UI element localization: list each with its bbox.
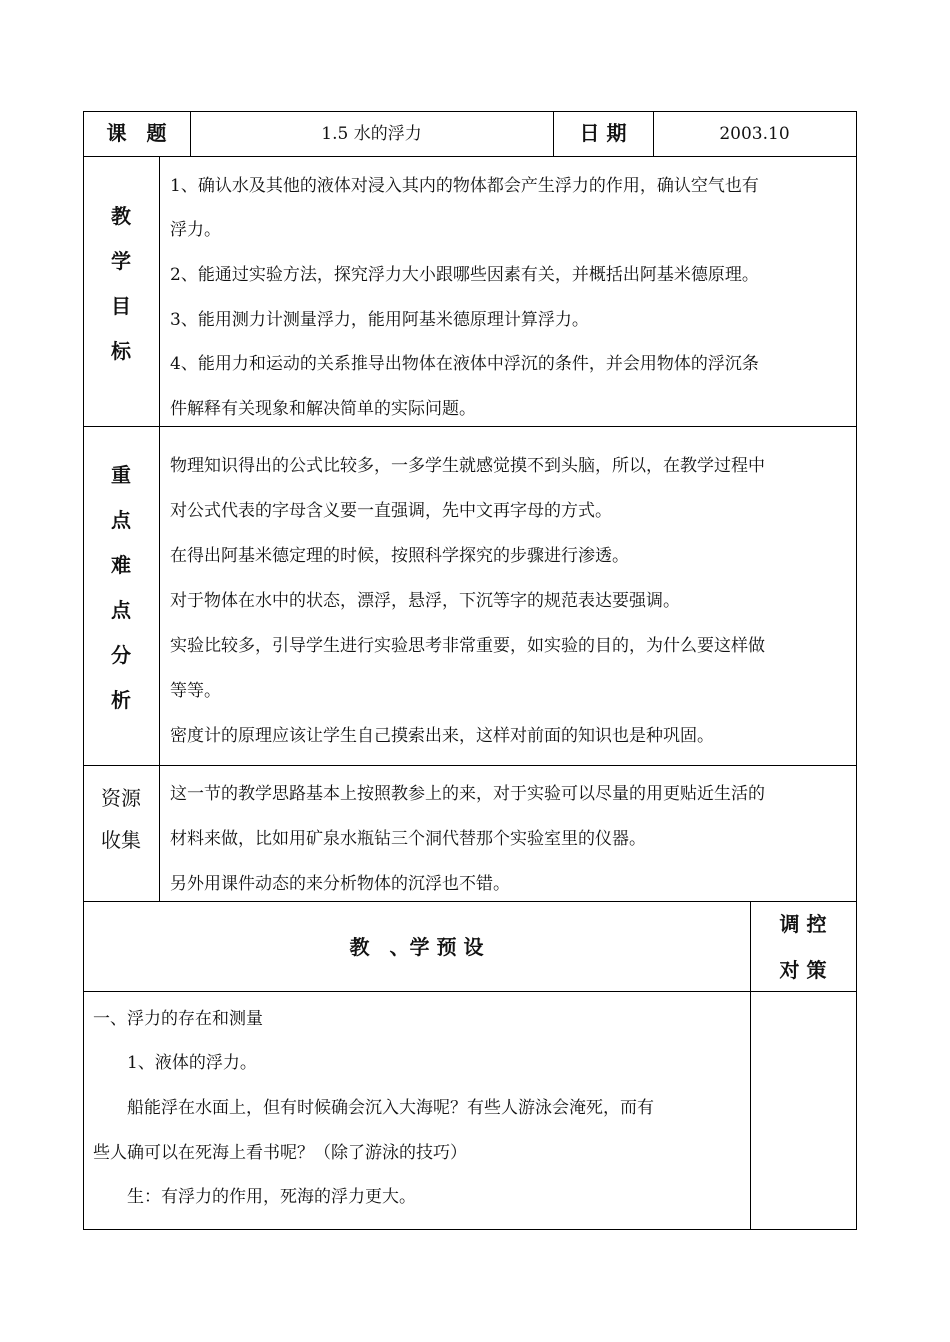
objective-line: 2、能通过实验方法，探究浮力大小跟哪些因素有关，并概括出阿基米德原理。 xyxy=(170,265,759,285)
key-point-line: 实验比较多，引导学生进行实验思考非常重要，如实验的目的，为什么要这样做 xyxy=(170,636,765,656)
label-char: 资源 xyxy=(101,786,141,810)
table-border-top xyxy=(83,111,857,112)
objective-line: 3、能用测力计测量浮力，能用阿基米德原理计算浮力。 xyxy=(170,310,589,330)
row-divider xyxy=(83,901,857,902)
key-point-line: 密度计的原理应该让学生自己摸索出来，这样对前面的知识也是种巩固。 xyxy=(170,726,714,746)
key-point-line: 对公式代表的字母含义要一直强调，先中文再字母的方式。 xyxy=(170,501,612,521)
content-line: 些人确可以在死海上看书呢？（除了游泳的技巧） xyxy=(93,1143,467,1163)
label-char: 难 xyxy=(111,553,131,577)
control-label-line1: 调 控 xyxy=(779,912,827,936)
label-char: 点 xyxy=(111,508,131,532)
table-border-right xyxy=(856,111,857,1230)
label-char: 分 xyxy=(111,643,131,667)
key-point-line: 对于物体在水中的状态，漂浮，悬浮，下沉等字的规范表达要强调。 xyxy=(170,591,680,611)
key-point-line: 等等。 xyxy=(170,681,221,701)
lesson-plan-table xyxy=(83,111,857,1230)
preset-title: 教 、学 预 设 xyxy=(349,935,484,959)
row-divider xyxy=(83,991,857,992)
label-char: 收集 xyxy=(101,828,141,852)
col-divider xyxy=(750,901,751,1229)
content-line: 生：有浮力的作用，死海的浮力更大。 xyxy=(93,1187,416,1207)
objective-line: 件解释有关现象和解决简单的实际问题。 xyxy=(170,399,476,419)
topic-value: 1.5 水的浮力 xyxy=(321,124,422,144)
row-divider xyxy=(83,426,857,427)
date-value: 2003.10 xyxy=(719,124,790,144)
content-line: 1、液体的浮力。 xyxy=(93,1053,257,1073)
resource-line: 这一节的教学思路基本上按照教参上的来，对于实验可以尽量的用更贴近生活的 xyxy=(170,784,765,804)
label-char: 点 xyxy=(111,598,131,622)
objectives-label xyxy=(83,194,159,374)
label-char: 析 xyxy=(111,688,131,712)
row-divider xyxy=(83,156,857,157)
control-label-line2: 对 策 xyxy=(779,958,827,982)
topic-label: 课 题 xyxy=(106,121,167,145)
objective-line: 1、确认水及其他的液体对浸入其内的物体都会产生浮力的作用，确认空气也有 xyxy=(170,176,759,196)
key-points-label xyxy=(83,453,159,723)
objective-line: 4、能用力和运动的关系推导出物体在液体中浮沉的条件，并会用物体的浮沉条 xyxy=(170,354,759,374)
date-label: 日 期 xyxy=(579,121,627,145)
resources-label xyxy=(83,777,159,861)
resource-line: 另外用课件动态的来分析物体的沉浮也不错。 xyxy=(170,874,510,894)
table-border-bottom xyxy=(83,1229,857,1230)
col-divider xyxy=(159,156,160,901)
resource-line: 材料来做，比如用矿泉水瓶钻三个洞代替那个实验室里的仪器。 xyxy=(170,829,646,849)
label-char: 标 xyxy=(111,339,131,363)
row-divider xyxy=(83,765,857,766)
label-char: 教 xyxy=(111,204,131,228)
content-line: 船能浮在水面上，但有时候确会沉入大海呢？有些人游泳会淹死，而有 xyxy=(93,1098,654,1118)
key-point-line: 物理知识得出的公式比较多，一多学生就感觉摸不到头脑，所以，在教学过程中 xyxy=(170,456,765,476)
label-char: 重 xyxy=(111,463,131,487)
key-point-line: 在得出阿基米德定理的时候，按照科学探究的步骤进行渗透。 xyxy=(170,546,629,566)
label-char: 目 xyxy=(111,294,131,318)
content-line: 一、浮力的存在和测量 xyxy=(93,1009,263,1029)
objective-line: 浮力。 xyxy=(170,220,221,240)
label-char: 学 xyxy=(111,249,131,273)
